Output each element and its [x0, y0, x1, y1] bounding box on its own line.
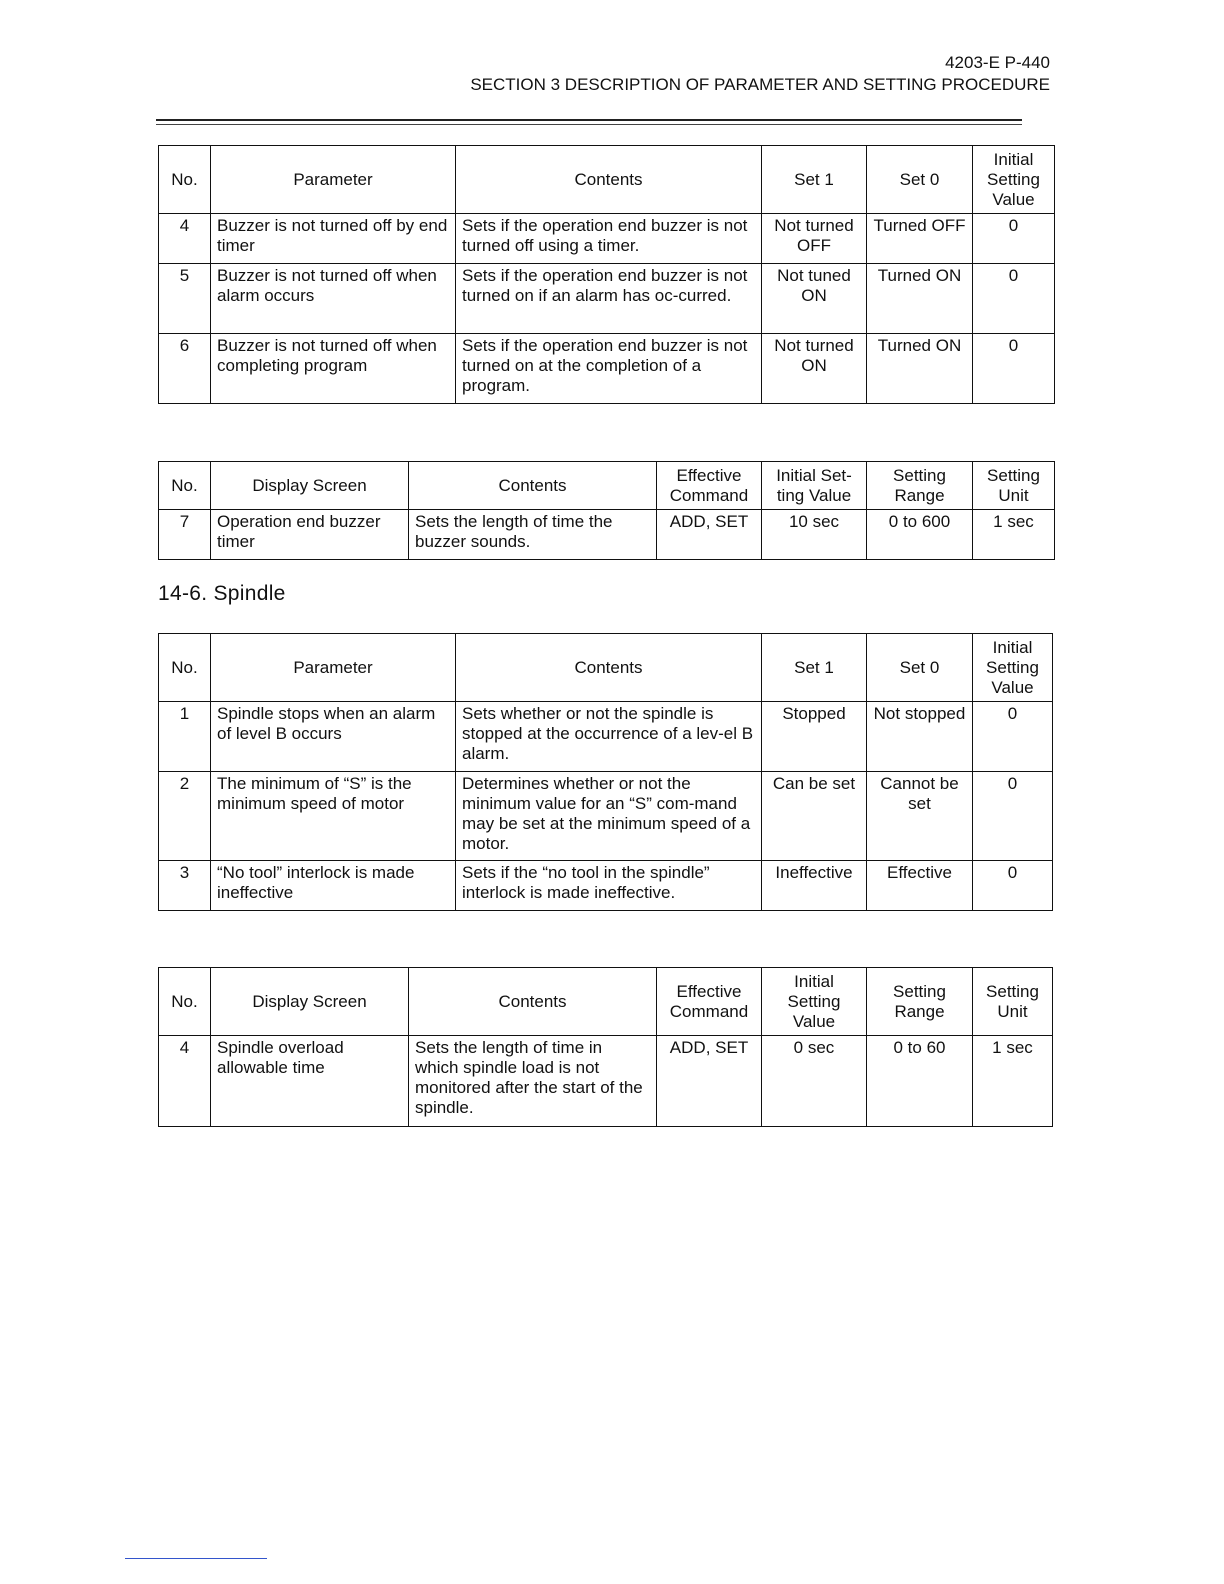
- col-header-no: No.: [159, 462, 211, 510]
- col-header-initial: Initial Setting Value: [973, 634, 1053, 702]
- cell-set0: Cannot be set: [867, 772, 973, 861]
- col-header-range: Setting Range: [867, 968, 973, 1036]
- col-header-contents: Contents: [409, 462, 657, 510]
- cell-parameter: Spindle stops when an alarm of level B occurs: [211, 702, 456, 772]
- cell-set1: Not tuned ON: [762, 264, 867, 334]
- col-header-initial: Initial Setting Value: [973, 146, 1055, 214]
- col-header-parameter: Parameter: [211, 146, 456, 214]
- cell-initial: 10 sec: [762, 510, 867, 560]
- col-header-effective-command: Effective Command: [657, 462, 762, 510]
- table-row: [159, 510, 1055, 560]
- cell-set0: Effective: [867, 861, 973, 911]
- cell-contents: Sets if the operation end buzzer is not turned on at the completion of a program.: [456, 334, 762, 404]
- col-header-set1: Set 1: [762, 146, 867, 214]
- col-header-initial: Initial Setting Value: [762, 968, 867, 1036]
- table-header-row: [159, 462, 1055, 510]
- col-header-set0: Set 0: [867, 634, 973, 702]
- section-heading: SECTION 3 DESCRIPTION OF PARAMETER AND SETTING PROCEDURE: [470, 75, 1050, 94]
- cell-contents: Determines whether or not the minimum value for an “S” com-mand may be set at the minimum speed of a motor.: [456, 772, 762, 861]
- table-row: [159, 1036, 1053, 1127]
- cell-no: 1: [159, 702, 211, 772]
- table-row: [159, 702, 1053, 772]
- table-row: [159, 214, 1055, 264]
- cell-no: 6: [159, 334, 211, 404]
- footer-rule: [125, 1558, 267, 1559]
- table-header-row: [159, 968, 1053, 1036]
- cell-initial: 0: [973, 702, 1053, 772]
- cell-parameter: Buzzer is not turned off when alarm occurs: [211, 264, 456, 334]
- table-row: [159, 772, 1053, 861]
- cell-unit: 1 sec: [973, 1036, 1053, 1127]
- col-header-no: No.: [159, 968, 211, 1036]
- cell-no: 5: [159, 264, 211, 334]
- cell-set1: Not turned ON: [762, 334, 867, 404]
- cell-parameter: The minimum of “S” is the minimum speed of motor: [211, 772, 456, 861]
- parameter-table-spindle: [158, 633, 1053, 911]
- cell-set0: Not stopped: [867, 702, 973, 772]
- col-header-contents: Contents: [456, 146, 762, 214]
- cell-unit: 1 sec: [973, 510, 1055, 560]
- col-header-display-screen: Display Screen: [211, 462, 409, 510]
- table-row: [159, 334, 1055, 404]
- col-header-unit: Setting Unit: [973, 968, 1053, 1036]
- cell-contents: Sets if the operation end buzzer is not turned on if an alarm has oc-curred.: [456, 264, 762, 334]
- cell-parameter: Buzzer is not turned off when completing program: [211, 334, 456, 404]
- table-row: [159, 264, 1055, 334]
- cell-no: 3: [159, 861, 211, 911]
- col-header-initial: Initial Set-ting Value: [762, 462, 867, 510]
- cell-set1: Stopped: [762, 702, 867, 772]
- setting-table-buzzer-timer: [158, 461, 1055, 560]
- header-rule-thin: [156, 124, 1022, 125]
- col-header-no: No.: [159, 146, 211, 214]
- cell-initial: 0: [973, 772, 1053, 861]
- col-header-range: Setting Range: [867, 462, 973, 510]
- cell-no: 4: [159, 214, 211, 264]
- table-header-row: [159, 146, 1055, 214]
- cell-contents: Sets the length of time the buzzer sounds.: [409, 510, 657, 560]
- cell-effective-command: ADD, SET: [657, 510, 762, 560]
- cell-no: 7: [159, 510, 211, 560]
- cell-display-screen: Operation end buzzer timer: [211, 510, 409, 560]
- col-header-contents: Contents: [409, 968, 657, 1036]
- cell-no: 2: [159, 772, 211, 861]
- col-header-set0: Set 0: [867, 146, 973, 214]
- page-header: [470, 52, 1050, 96]
- cell-set0: Turned OFF: [867, 214, 973, 264]
- cell-parameter: “No tool” interlock is made ineffective: [211, 861, 456, 911]
- cell-set0: Turned ON: [867, 264, 973, 334]
- cell-initial: 0: [973, 861, 1053, 911]
- cell-contents: Sets if the “no tool in the spindle” interlock is made ineffective.: [456, 861, 762, 911]
- cell-set0: Turned ON: [867, 334, 973, 404]
- col-header-set1: Set 1: [762, 634, 867, 702]
- cell-no: 4: [159, 1036, 211, 1127]
- cell-effective-command: ADD, SET: [657, 1036, 762, 1127]
- cell-set1: Not turned OFF: [762, 214, 867, 264]
- col-header-effective-command: Effective Command: [657, 968, 762, 1036]
- cell-contents: Sets if the operation end buzzer is not turned off using a timer.: [456, 214, 762, 264]
- header-rule-thick: [156, 119, 1022, 121]
- col-header-contents: Contents: [456, 634, 762, 702]
- col-header-parameter: Parameter: [211, 634, 456, 702]
- col-header-no: No.: [159, 634, 211, 702]
- cell-display-screen: Spindle overload allowable time: [211, 1036, 409, 1127]
- cell-range: 0 to 600: [867, 510, 973, 560]
- table-header-row: [159, 634, 1053, 702]
- doc-reference: 4203-E P-440: [945, 53, 1050, 72]
- section-title-spindle: 14-6. Spindle: [158, 582, 286, 605]
- col-header-display-screen: Display Screen: [211, 968, 409, 1036]
- cell-parameter: Buzzer is not turned off by end timer: [211, 214, 456, 264]
- cell-initial: 0: [973, 264, 1055, 334]
- col-header-unit: Setting Unit: [973, 462, 1055, 510]
- table-row: [159, 861, 1053, 911]
- parameter-table-buzzer: [158, 145, 1055, 404]
- cell-set1: Can be set: [762, 772, 867, 861]
- cell-contents: Sets whether or not the spindle is stopped at the occurrence of a lev-el B alarm.: [456, 702, 762, 772]
- cell-range: 0 to 60: [867, 1036, 973, 1127]
- cell-initial: 0 sec: [762, 1036, 867, 1127]
- cell-initial: 0: [973, 214, 1055, 264]
- cell-set1: Ineffective: [762, 861, 867, 911]
- setting-table-spindle-overload: [158, 967, 1053, 1127]
- cell-initial: 0: [973, 334, 1055, 404]
- cell-contents: Sets the length of time in which spindle load is not monitored after the start of the spindle.: [409, 1036, 657, 1127]
